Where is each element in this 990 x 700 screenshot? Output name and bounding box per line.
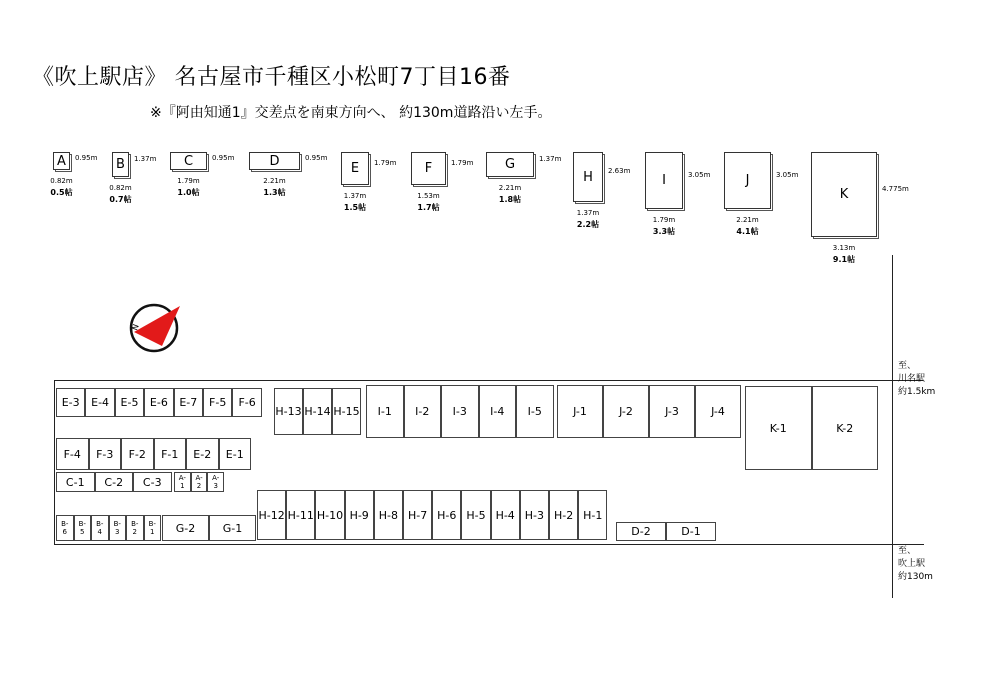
storage-unit[interactable]: H-12 [257,490,286,540]
storage-unit[interactable]: H-9 [345,490,374,540]
size-type-k-box: K [811,152,877,237]
storage-unit[interactable]: H-7 [403,490,432,540]
size-type-h-width: 1.37m [576,209,600,217]
size-type-g-width: 2.21m [498,184,522,192]
storage-unit-label: B- [113,520,121,528]
storage-unit[interactable]: H-10 [315,490,344,540]
page-title: 《吹上駅店》 名古屋市千種区小松町7丁目16番 [32,65,511,90]
storage-unit-label: B- [61,520,69,528]
storage-unit-label: B- [131,520,139,528]
size-type-k-height: 4.775m [882,184,909,193]
size-type-e-width: 1.37m [343,192,367,200]
storage-unit-label: A- [178,474,186,482]
storage-unit-label: 3 [213,482,218,490]
direction-fukiage-prefix: 至、 [898,546,917,556]
size-type-e-height: 1.79m [374,158,397,167]
direction-fukiage-station: 吹上駅 [898,559,926,569]
storage-unit[interactable] [91,515,109,541]
storage-unit[interactable] [74,515,92,541]
storage-unit[interactable]: H-11 [286,490,315,540]
size-type-e-box: E [341,152,369,185]
storage-unit[interactable]: J-4 [695,385,741,438]
storage-unit[interactable]: I-3 [441,385,479,438]
size-type-j-height: 3.05m [776,170,799,179]
direction-kawana [898,360,935,399]
storage-unit-label: 1 [180,482,185,490]
size-type-a-width: 0.82m [50,177,73,185]
size-type-d-width: 2.21m [263,177,286,185]
storage-unit[interactable]: H-8 [374,490,403,540]
size-type-h-height: 2.63m [608,167,631,175]
size-type-c-width: 1.79m [177,177,200,185]
storage-unit[interactable] [191,472,208,492]
size-type-f-width: 1.53m [417,192,440,200]
storage-unit[interactable]: H-2 [549,490,578,540]
storage-unit[interactable] [144,515,162,541]
compass-icon [126,300,182,356]
storage-unit-label: B- [78,520,86,528]
storage-unit-label: 2 [196,482,202,490]
storage-unit[interactable]: F-1 [154,438,187,470]
storage-unit[interactable]: C-2 [95,472,134,492]
site-top-boundary [54,380,892,381]
size-type-e-jo: 1.5帖 [343,203,367,212]
site-left-boundary [54,380,55,545]
storage-unit[interactable]: E-7 [174,388,203,417]
size-type-j-width: 2.21m [736,216,759,224]
size-type-k-jo: 9.1帖 [832,255,856,264]
storage-unit-label: 4 [97,528,102,536]
storage-unit[interactable]: E-3 [56,388,85,417]
storage-unit-label: A- [195,474,203,482]
storage-unit[interactable] [56,515,74,541]
storage-unit[interactable]: J-1 [557,385,603,438]
storage-unit[interactable]: E-1 [219,438,252,470]
storage-unit[interactable]: I-4 [479,385,517,438]
storage-unit[interactable]: D-1 [666,522,716,541]
size-type-f-box: F [411,152,446,185]
size-type-f-jo: 1.7帖 [417,203,440,212]
size-type-d-box: D [249,152,300,170]
size-type-i-width: 1.79m [652,216,676,224]
storage-unit[interactable]: H-15 [332,388,361,435]
size-type-h-box: H [573,152,603,202]
access-note: ※『阿由知通1』交差点を南東方向へ、 約130m道路沿い左手。 [150,105,552,121]
storage-unit[interactable] [126,515,144,541]
size-type-a-box: A [53,152,70,170]
storage-unit[interactable]: C-3 [133,472,172,492]
storage-unit[interactable]: F-5 [203,388,232,417]
size-type-f-height: 1.79m [451,158,474,167]
size-type-b-box: B [112,152,129,177]
storage-unit[interactable]: E-4 [85,388,114,417]
size-type-j-jo: 4.1帖 [736,227,759,236]
storage-unit[interactable]: C-1 [56,472,95,492]
size-type-b-height: 1.37m [134,154,157,163]
storage-unit[interactable]: H-6 [432,490,461,540]
storage-unit[interactable]: D-2 [616,522,666,541]
storage-unit[interactable]: K-1 [745,386,812,470]
storage-unit[interactable]: H-5 [461,490,490,540]
size-type-a-height: 0.95m [75,154,98,162]
storage-unit[interactable]: I-5 [516,385,554,438]
storage-unit[interactable]: F-6 [232,388,261,417]
storage-unit-label: 2 [132,528,137,536]
direction-kawana-station: 川名駅 [898,374,926,384]
storage-unit[interactable]: J-3 [649,385,695,438]
size-type-h-jo: 2.2帖 [576,220,600,229]
size-type-c-jo: 1.0帖 [177,188,200,197]
direction-kawana-distance: 約1.5km [898,387,936,397]
direction-kawana-prefix: 至、 [898,361,917,371]
road-south [54,544,924,545]
storage-unit-label: B- [148,520,156,528]
size-type-b-width: 0.82m [109,184,132,192]
compass-north-label: N [130,323,141,332]
storage-unit-label: B- [96,520,104,528]
storage-unit-label: 1 [150,528,155,536]
storage-unit[interactable]: I-1 [366,385,404,438]
size-type-i-jo: 3.3帖 [652,227,676,236]
storage-unit[interactable]: G-1 [209,515,256,541]
size-type-g-box: G [486,152,534,177]
storage-unit-label: 6 [62,528,67,536]
road-vertical [892,255,893,598]
storage-unit[interactable]: E-6 [144,388,173,417]
size-type-c-height: 0.95m [212,154,235,162]
size-type-d-jo: 1.3帖 [263,188,286,197]
storage-unit-label: 5 [80,528,85,536]
direction-fukiage [898,545,933,584]
storage-unit-label: A- [212,474,220,482]
storage-unit[interactable]: H-14 [303,388,332,435]
size-type-a-jo: 0.5帖 [50,188,73,197]
storage-unit[interactable]: H-3 [520,490,549,540]
size-type-k-width: 3.13m [832,244,856,252]
storage-unit[interactable]: F-2 [121,438,154,470]
storage-unit[interactable]: E-2 [186,438,219,470]
storage-unit[interactable]: H-13 [274,388,303,435]
storage-unit[interactable]: H-4 [491,490,520,540]
storage-unit[interactable]: I-2 [404,385,442,438]
size-type-j-box: J [724,152,771,209]
storage-unit[interactable]: G-2 [162,515,209,541]
storage-unit[interactable]: H-1 [578,490,607,540]
size-type-b-jo: 0.7帖 [109,195,132,204]
storage-unit[interactable]: F-3 [89,438,122,470]
storage-unit[interactable]: F-4 [56,438,89,470]
storage-unit[interactable] [207,472,224,492]
size-type-g-height: 1.37m [539,154,562,163]
size-type-d-height: 0.95m [305,154,328,162]
size-type-g-jo: 1.8帖 [498,195,522,204]
storage-unit-label: 3 [115,528,120,536]
size-type-i-box: I [645,152,683,209]
storage-unit[interactable] [174,472,191,492]
storage-unit[interactable]: E-5 [115,388,144,417]
storage-unit[interactable]: J-2 [603,385,649,438]
size-type-i-height: 3.05m [688,170,711,179]
direction-fukiage-distance: 約130m [898,572,933,582]
size-type-c-box: C [170,152,207,170]
storage-unit[interactable] [109,515,127,541]
storage-unit[interactable]: K-2 [812,386,879,470]
